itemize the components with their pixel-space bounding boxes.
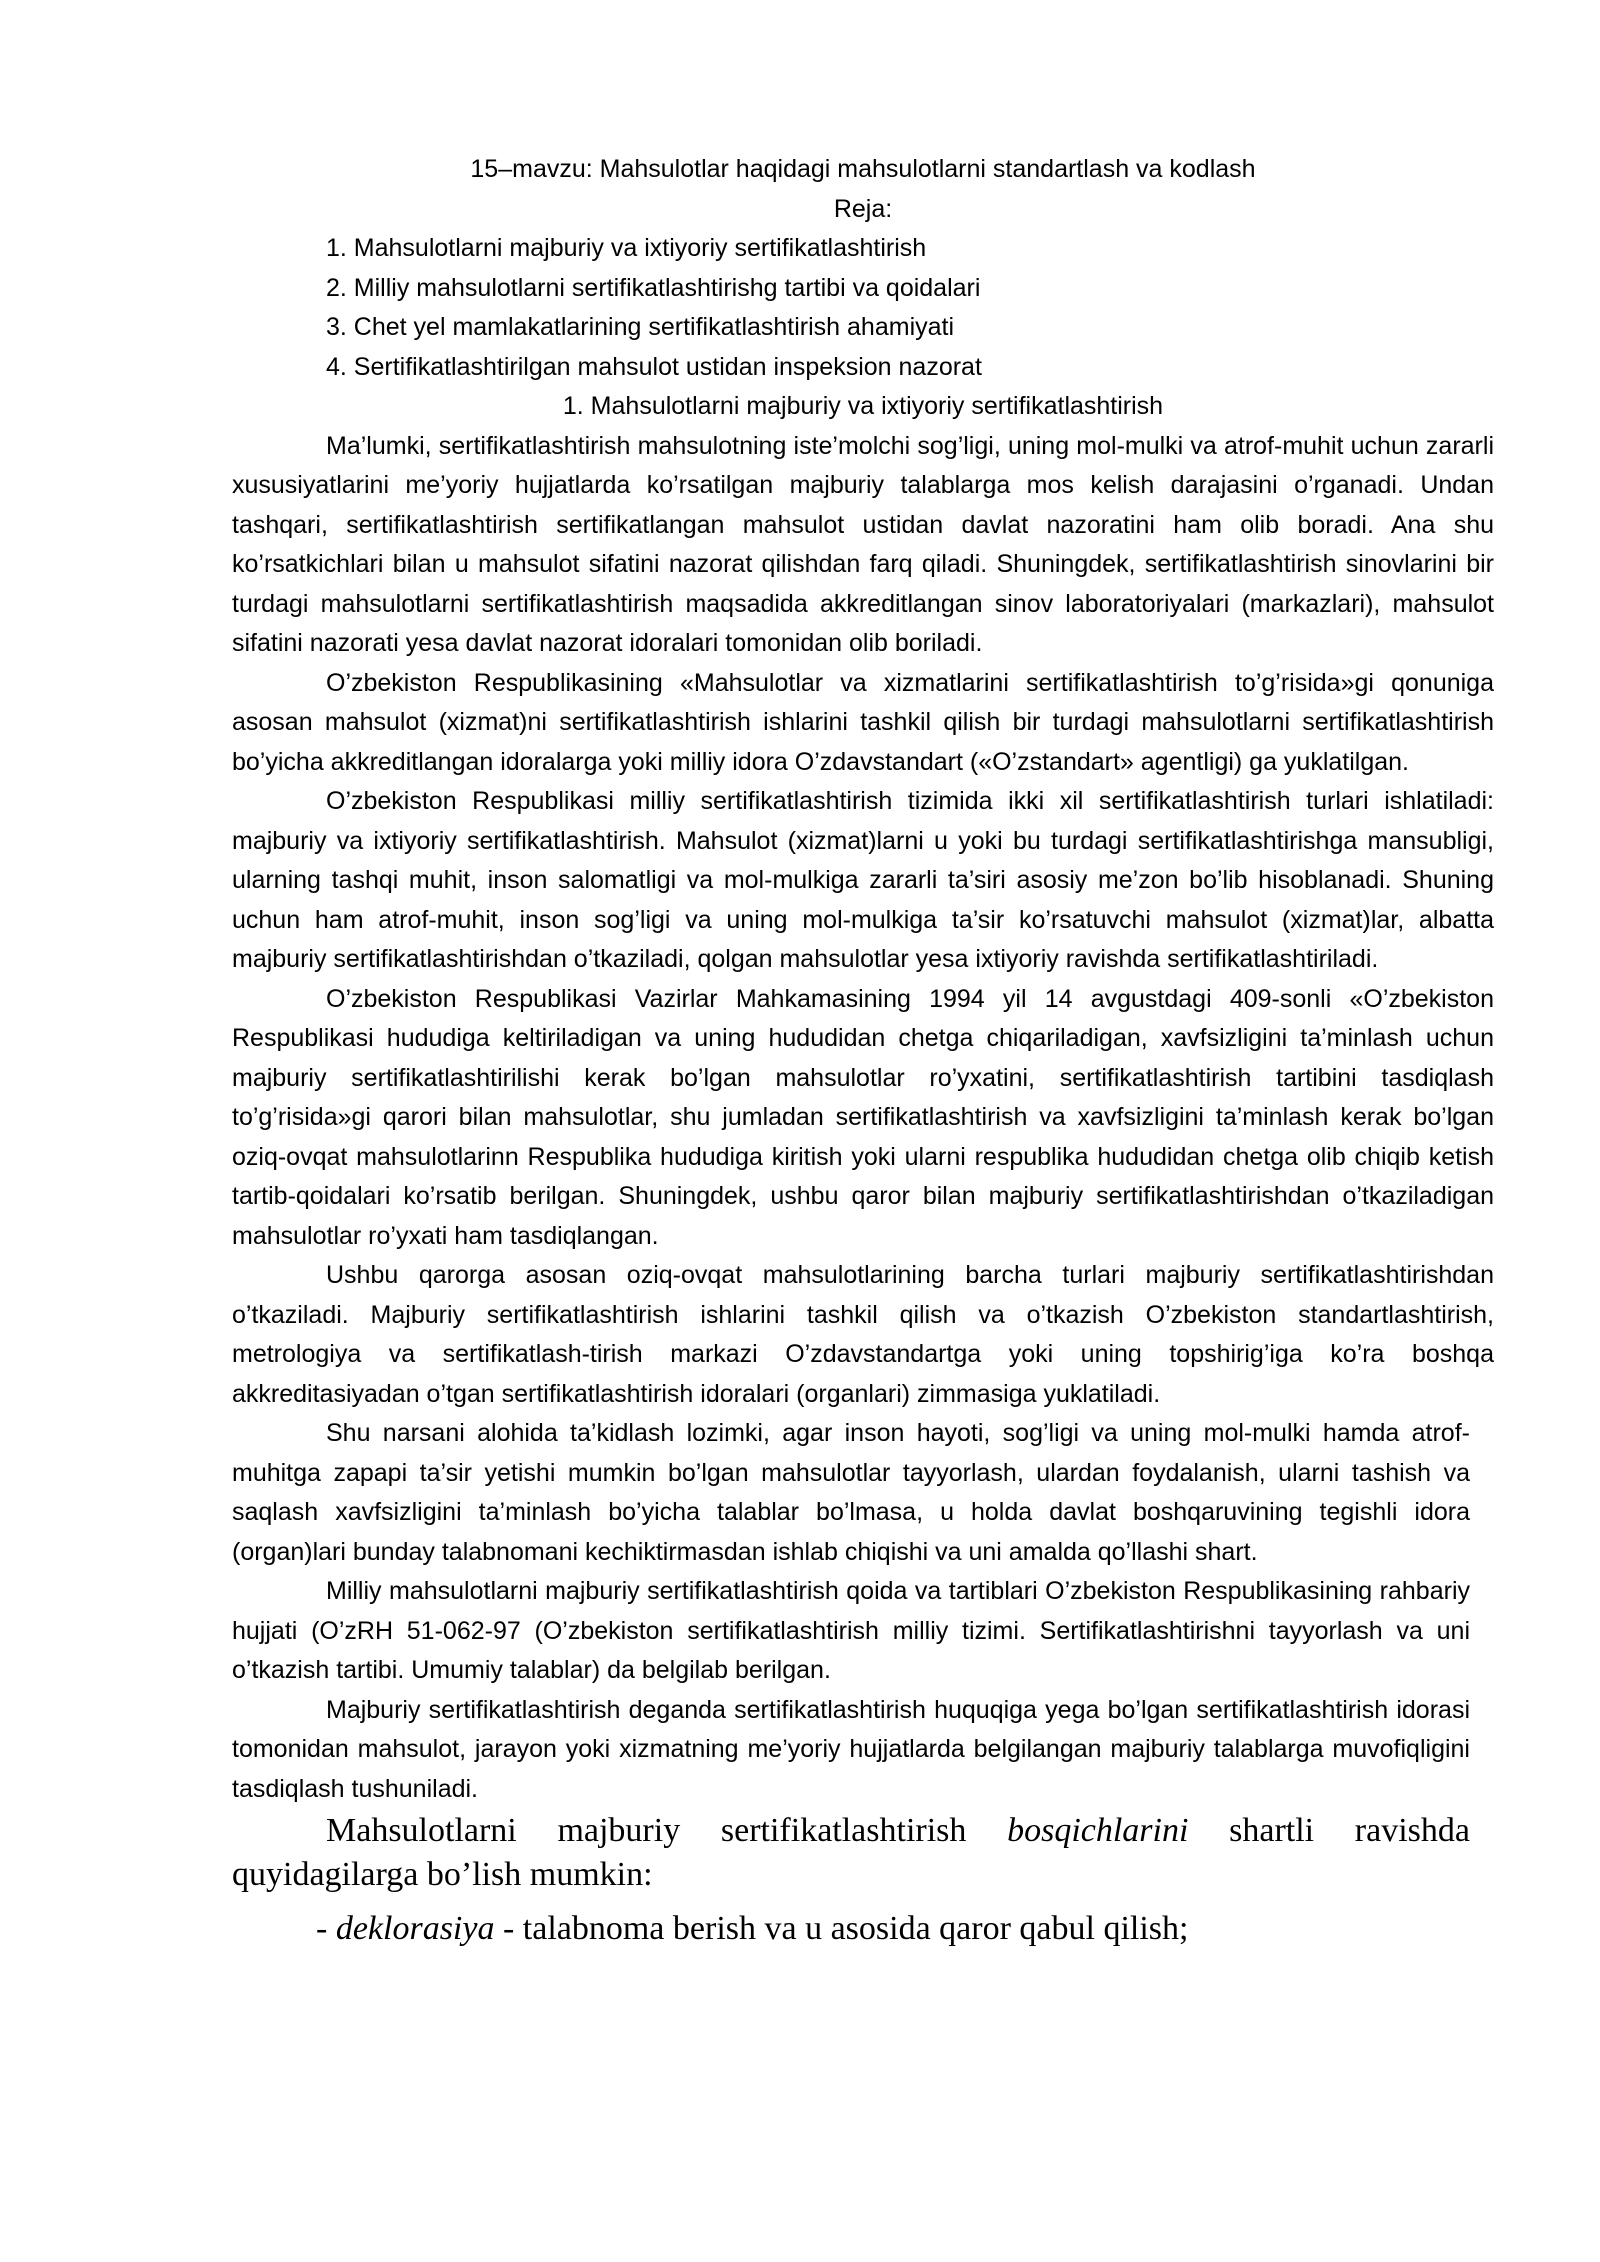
plan-heading: Reja: <box>833 194 893 223</box>
paragraph: O’zbekiston Respublikasining «Mahsulotlar va xizmatlarini sertifikatlashtirish to’g’risida»gi qonuniga asosan mahsulot (xizmat)ni sertifikatlashtirish ishlarini tashkil qilish bir turdagi mahsulotlarni sertifikatlashtirish bo’yicha akkreditlangan idoralarga yoki milliy idora O’zdavstandart («O’zstandart» agentligi) ga yuklatilgan. <box>232 668 1494 776</box>
paragraph: Milliy mahsulotlarni majburiy sertifikatlashtirish qoida va tartiblari O’zbekiston Respublikasining rahbariy hujjati (O’zRH 51-062-97 (O’zbekiston sertifikatlashtirish milliy tizimi. Sertifikatlashtirishni tayyorlash va uni o’tkazish tartibi. Umumiy talablar) da belgilab berilgan. <box>232 1577 1470 1684</box>
stage-dash: - <box>316 1910 336 1947</box>
paragraph: O’zbekiston Respublikasi Vazirlar Mahkamasining 1994 yil 14 avgustdagi 409-sonli «O’zbekiston Respublikasi hududiga keltiriladigan va uning hududidan chetga chiqariladigan, xavfsizligini ta’minlash uchun majburiy sertifikatlashtirilishi kerak bo’lgan mahsulotlar ro’yxatini, sertifikatlashtirish tartibini tasdiqlash to’g’risida»gi qarori bilan mahsulotlar, shu jumladan sertifikatlashtirish va xavfsizligini ta’minlash kerak bo’lgan oziq-ovqat mahsulotlarinn Respublika hududiga kiritish yoki ularni respublika hududidan chetga olib chiqib ketish tartib-qoidalari ko’rsatib berilgan. Shuningdek, ushbu qaror bilan majburiy sertifikatlashtirishdan o’tkaziladigan mahsulotlar ro’yxati ham tasdiqlangan. <box>232 984 1494 1250</box>
plan-list <box>232 229 1494 387</box>
paragraph: Ushbu qarorga asosan oziq-ovqat mahsulotlarining barcha turlari majburiy sertifikatlashtirishdan o’tkaziladi. Majburiy sertifikatlashtirish ishlarini tashkil qilish va o’tkazish O’zbekiston standartlashtirish, metrologiya va sertifikatlash-tirish markazi O’zdavstandartga yoki uning topshirig’iga ko’ra boshqa akkreditasiyadan o’tgan sertifikatlashtirish idoralari (organlari) zimmasiga yuklatiladi. <box>232 1261 1494 1408</box>
plan-item: 2. Milliy mahsulotlarni sertifikatlashtirishg tartibi va qoidalari <box>326 273 981 302</box>
stages-paragraph <box>232 1809 1470 1897</box>
stage-term: deklorasiya <box>335 1910 495 1947</box>
paragraph: O’zbekiston Respublikasi milliy sertifikatlashtirish tizimida ikki xil sertifikatlashtirish turlari ishlatiladi: majburiy va ixtiyoriy sertifikatlashtirish. Mahsulot (xizmat)larni u yoki bu turdagi sertifikatlashtirishga mansubligi, ularning tashqi muhit, inson salomatligi va mol-mulkiga zararli ta’siri asosiy me’zon bo’lib hisoblanadi. Shuning uchun ham atrof-muhit, inson sog’ligi va uning mol-mulkiga ta’sir ko’rsatuvchi mahsulot (xizmat)lar, albatta majburiy sertifikatlashtirishdan o’tkaziladi, qolgan mahsulotlar yesa ixtiyoriy ravishda sertifikatlashtiriladi. <box>232 787 1494 973</box>
document-title: 15–mavzu: Mahsulotlar haqidagi mahsulotlarni standartlash va kodlash <box>470 155 1256 183</box>
stages-text-italic: bosqichlarini <box>1007 1812 1189 1849</box>
plan-item: 3. Chet yel mamlakatlarining sertifikatlashtirish ahamiyati <box>326 313 955 341</box>
paragraph: Ma’lumki, sertifikatlashtirish mahsulotning iste’molchi sog’ligi, uning mol-mulki va atrof-muhit uchun zararli xususiyatlarini me’yoriy hujjatlarda ko’rsatilgan majburiy talablarga mos kelish darajasini o’rganadi. Undan tashqari, sertifikatlashtirish sertifikatlangan mahsulot ustidan davlat nazoratini ham olib boradi. Ana shu ko’rsatkichlari bilan u mahsulot sifatini nazorat qilishdan farq qiladi. Shuningdek, sertifikatlashtirish sinovlarini bir turdagi mahsulotlarni sertifikatlashtirish maqsadida akkreditlangan sinov laboratoriyalari (markazlari), mahsulot sifatini nazorati yesa davlat nazorat idoralari tomonidan olib boriladi. <box>232 431 1494 657</box>
stage-list-item <box>316 1907 1494 1951</box>
stages-text-after: shartli ravishda quyidagilarga bo’lish mumkin: <box>232 1812 1470 1893</box>
stages-text-before: Mahsulotlarni majburiy sertifikatlashtirish <box>326 1812 1008 1849</box>
stage-description: - talabnoma berish va u asosida qaror qabul qilish; <box>494 1910 1189 1947</box>
paragraph: Majburiy sertifikatlashtirish deganda sertifikatlashtirish huquqiga yega bo’lgan sertifikatlashtirish idorasi tomonidan mahsulot, jarayon yoki xizmatning me’yoriy hujjatlarda belgilangan majburiy talablarga muvofiqligini tasdiqlash tushuniladi. <box>232 1695 1470 1803</box>
document-content <box>232 150 1494 1951</box>
paragraph: Shu narsani alohida ta’kidlash lozimki, agar inson hayoti, sog’ligi va uning mol-mulki hamda atrof-muhitga zapapi ta’sir yetishi mumkin bo’lgan mahsulotlar tayyorlash, ulardan foydalanish, ularni tashish va saqlash xavfsizligini ta’minlash bo’yicha talablar bo’lmasa, u holda davlat boshqaruvining tegishli idora (organ)lari bunday talabnomani kechiktirmasdan ishlab chiqishi va uni amalda qo’llashi shart. <box>232 1419 1470 1566</box>
section-heading: 1. Mahsulotlarni majburiy va ixtiyoriy sertifikatlashtirish <box>562 392 1164 420</box>
plan-item: 4. Sertifikatlashtirilgan mahsulot ustidan inspeksion nazorat <box>326 352 982 381</box>
plan-item: 1. Mahsulotlarni majburiy va ixtiyoriy sertifikatlashtirish <box>326 234 927 262</box>
